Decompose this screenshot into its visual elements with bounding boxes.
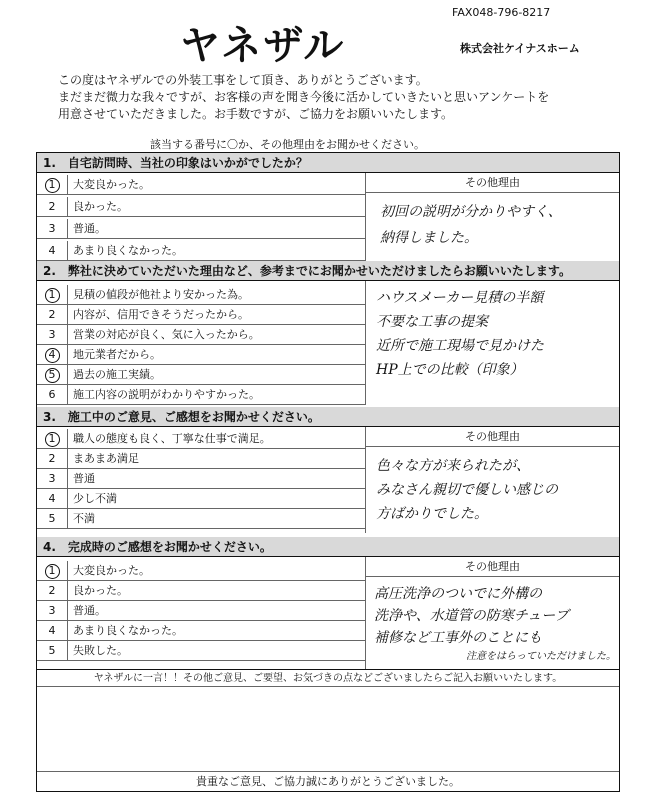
option-number: 4 xyxy=(37,489,68,508)
option-label: 大変良かった。 xyxy=(73,178,150,191)
intro-line: まだまだ微力な我々ですが、お客様の声を聞き今後に活かしていきたいと思いアンケートを xyxy=(58,90,550,104)
option-number: 4 xyxy=(37,345,68,364)
option-label: 地元業者だから。 xyxy=(73,348,161,361)
intro-line: この度はヤネザルでの外装工事をして頂き、ありがとうございます。 xyxy=(58,73,428,87)
option-label: 良かった。 xyxy=(73,200,128,213)
handwritten-answer: 不要な工事の提案 xyxy=(376,314,488,330)
option-number: 1 xyxy=(37,429,68,448)
reason-label: その他理由 xyxy=(366,173,619,193)
handwritten-answer: 色々な方が来られたが、 xyxy=(376,458,530,474)
option-label: 大変良かった。 xyxy=(73,564,150,577)
intro-text xyxy=(58,72,618,123)
option-number: 1 xyxy=(37,285,68,304)
reason-box[interactable] xyxy=(365,427,619,533)
option-number: 2 xyxy=(37,449,68,468)
option-label: あまり良くなかった。 xyxy=(73,624,183,637)
section-2 xyxy=(37,261,619,407)
section-title: 2. 弊社に決めていただいた理由など、参考までにお聞かせいただけましたらお願いいたします。 xyxy=(37,261,619,281)
option-row[interactable] xyxy=(37,285,365,305)
option-number: 2 xyxy=(37,305,68,324)
intro-line: 用意させていただきました。お手数ですが、ご協力をお願いいたします。 xyxy=(58,107,454,121)
reason-box[interactable] xyxy=(365,281,619,405)
option-row[interactable] xyxy=(37,509,365,529)
handwritten-answer: ハウスメーカー見積の半額 xyxy=(376,290,544,306)
fax-number: FAX048-796-8217 xyxy=(452,6,551,19)
option-number: 3 xyxy=(37,325,68,344)
option-number: 1 xyxy=(37,561,68,580)
option-number: 2 xyxy=(37,197,68,216)
handwritten-answer: 方ばかりでした。 xyxy=(376,506,488,522)
option-label: 普通 xyxy=(73,472,95,485)
option-number: 3 xyxy=(37,219,68,238)
option-number: 5 xyxy=(37,509,68,528)
option-row[interactable] xyxy=(37,641,365,661)
reason-box[interactable] xyxy=(365,557,619,669)
reason-label: その他理由 xyxy=(366,427,619,447)
option-row[interactable] xyxy=(37,449,365,469)
option-row[interactable] xyxy=(37,325,365,345)
option-row[interactable] xyxy=(37,175,365,195)
option-label: 施工内容の説明がわかりやすかった。 xyxy=(73,388,260,401)
option-label: まあまあ満足 xyxy=(73,452,139,465)
handwritten-answer: HP上での比較（印象） xyxy=(376,362,524,378)
option-number: 4 xyxy=(37,621,68,640)
option-number: 6 xyxy=(37,385,68,404)
option-row[interactable] xyxy=(37,219,365,239)
section-title: 4. 完成時のご感想をお聞かせください。 xyxy=(37,537,619,557)
option-label: 不満 xyxy=(73,512,95,525)
option-label: 普通。 xyxy=(73,222,106,235)
instruction: 該当する番号に〇か、その他理由をお聞かせください。 xyxy=(150,138,425,151)
option-row[interactable] xyxy=(37,601,365,621)
option-row[interactable] xyxy=(37,365,365,385)
handwritten-answer: 近所で施工現場で見かけた xyxy=(376,338,544,354)
option-number: 4 xyxy=(37,241,68,260)
company-name: 株式会社ケイナスホーム xyxy=(460,42,580,55)
option-number: 5 xyxy=(37,641,68,660)
option-row[interactable] xyxy=(37,241,365,261)
section-4 xyxy=(37,537,619,669)
option-row[interactable] xyxy=(37,489,365,509)
handwritten-answer: 洗浄や、水道管の防寒チューブ xyxy=(374,608,569,624)
section-title: 3. 施工中のご意見、ご感想をお聞かせください。 xyxy=(37,407,619,427)
option-label: 過去の施工実績。 xyxy=(73,368,161,381)
option-row[interactable] xyxy=(37,197,365,217)
handwritten-answer: みなさん親切で優しい感じの xyxy=(376,482,558,498)
option-row[interactable] xyxy=(37,561,365,581)
section-1 xyxy=(37,153,619,273)
option-label: あまり良くなかった。 xyxy=(73,244,183,257)
option-row[interactable] xyxy=(37,581,365,601)
option-number: 2 xyxy=(37,581,68,600)
option-number: 5 xyxy=(37,365,68,384)
option-label: 良かった。 xyxy=(73,584,128,597)
option-label: 内容が、信用できそうだったから。 xyxy=(73,308,249,321)
reason-label: その他理由 xyxy=(366,557,619,577)
option-row[interactable] xyxy=(37,345,365,365)
option-label: 失敗した。 xyxy=(73,644,128,657)
comment-prompt: ヤネザルに一言！！その他ご意見、ご要望、お気づきの点などございましたらご記入お願いいたします。 xyxy=(37,669,619,687)
handwritten-answer: 高圧洗浄のついでに外構の xyxy=(374,586,542,602)
option-label: 普通。 xyxy=(73,604,106,617)
option-label: 職人の態度も良く、丁寧な仕事で満足。 xyxy=(73,432,271,445)
option-label: 少し不満 xyxy=(73,492,117,505)
option-row[interactable] xyxy=(37,429,365,449)
option-label: 見積の値段が他社より安かった為。 xyxy=(73,288,249,301)
survey-sheet xyxy=(36,152,620,792)
handwritten-answer: 納得しました。 xyxy=(380,230,478,246)
reason-box[interactable] xyxy=(365,173,619,273)
option-label: 営業の対応が良く、気に入ったから。 xyxy=(73,328,260,341)
section-3 xyxy=(37,407,619,535)
option-row[interactable] xyxy=(37,305,365,325)
section-title: 1. 自宅訪問時、当社の印象はいかがでしたか？ xyxy=(37,153,619,173)
logo: ヤネザル xyxy=(180,23,346,69)
handwritten-answer: 注意をはらっていただけました。 xyxy=(466,651,616,662)
option-number: 3 xyxy=(37,601,68,620)
option-row[interactable] xyxy=(37,621,365,641)
option-number: 3 xyxy=(37,469,68,488)
option-row[interactable] xyxy=(37,385,365,405)
handwritten-answer: 初回の説明が分かりやすく、 xyxy=(380,204,562,220)
thanks-message: 貴重なご意見、ご協力誠にありがとうございました。 xyxy=(37,771,619,791)
option-number: 1 xyxy=(37,175,68,194)
comment-area[interactable] xyxy=(37,687,619,771)
handwritten-answer: 補修など工事外のことにも xyxy=(374,630,542,646)
option-row[interactable] xyxy=(37,469,365,489)
